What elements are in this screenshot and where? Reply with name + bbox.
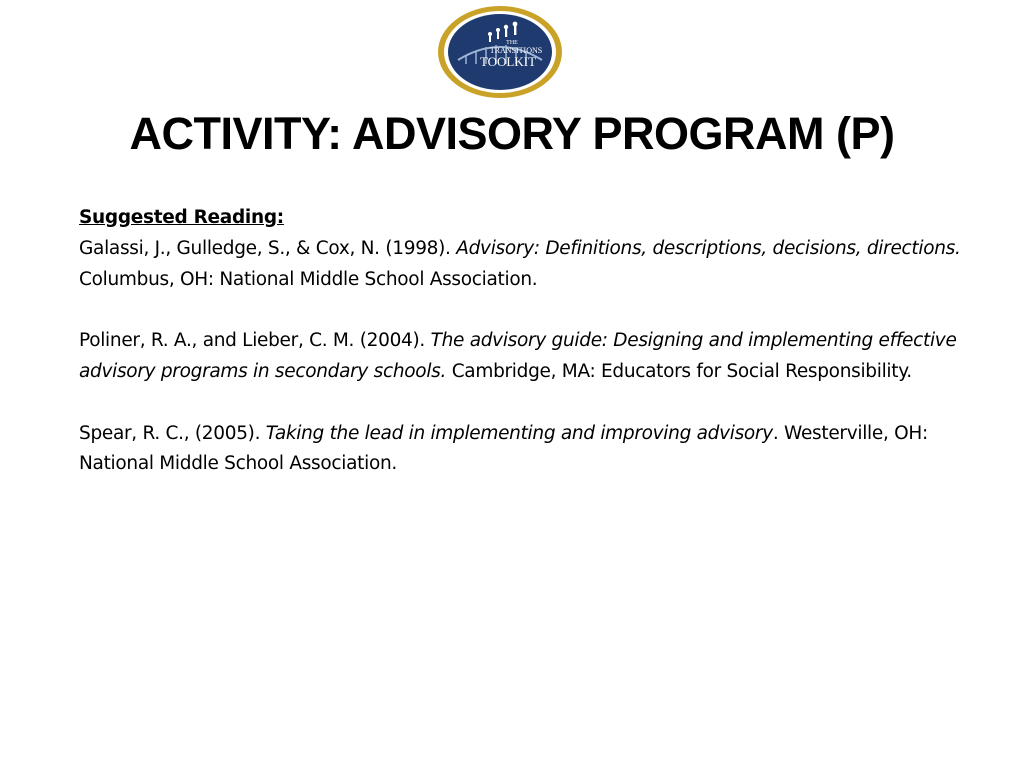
logo-text-transitions: TRANSITIONS [489, 46, 543, 55]
reference-authors: Galassi, J., Gulledge, S., & Cox, N. (1998). [79, 237, 451, 259]
reference-publisher: Cambridge, MA: Educators for Social Responsibility. [451, 360, 912, 382]
reference-item [79, 419, 979, 481]
section-heading: Suggested Reading: [79, 207, 284, 228]
reference-publisher: . Westerville, OH: National Middle School Association. [79, 422, 928, 475]
logo-text-toolkit: TOOLKIT [479, 54, 537, 69]
slide-title: ACTIVITY: ADVISORY PROGRAM (P) [129, 108, 895, 159]
reference-item [79, 234, 979, 296]
reference-title: Advisory: Definitions, descriptions, decisions, directions. [456, 237, 961, 259]
reference-title: The advisory guide: Designing and implementing effective advisory programs in secondary schools. [79, 330, 957, 382]
transitions-toolkit-logo [436, 4, 564, 100]
reference-publisher: Columbus, OH: National Middle School Association. [79, 268, 538, 290]
reference-authors: Poliner, R. A., and Lieber, C. M. (2004). [79, 330, 426, 352]
reference-authors: Spear, R. C., (2005). [79, 422, 261, 444]
reference-item [79, 326, 979, 388]
logo-text-the: THE [506, 40, 518, 46]
reference-title: Taking the lead in implementing and improving advisory [265, 422, 773, 444]
reading-list [79, 203, 979, 480]
